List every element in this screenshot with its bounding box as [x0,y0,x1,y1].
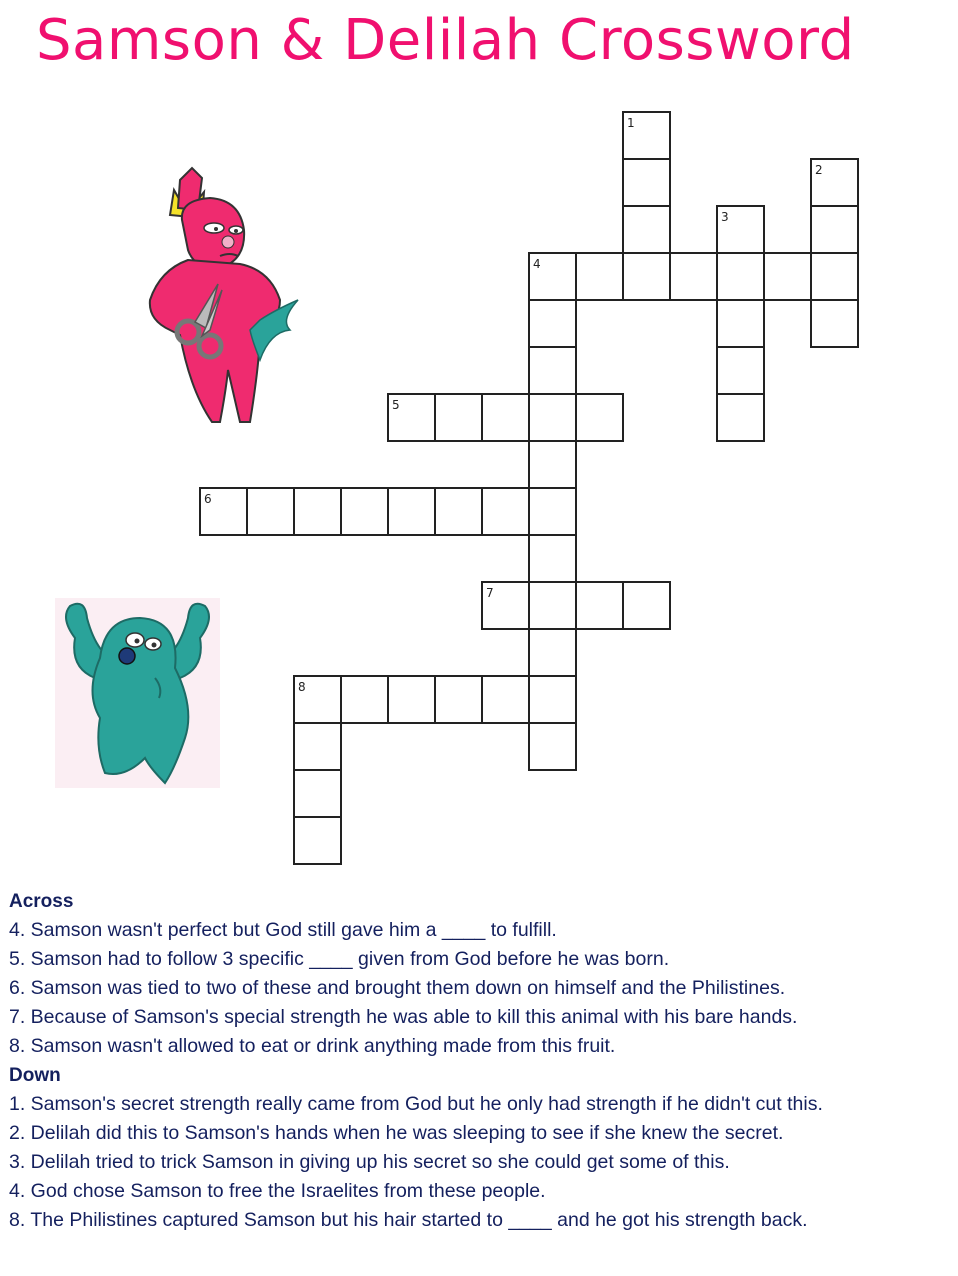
crossword-cell[interactable] [247,488,294,535]
crossword-cell[interactable] [482,488,529,535]
crossword-cell[interactable] [576,253,623,300]
crossword-cell[interactable] [529,723,576,770]
clue-number-2: 2 [815,163,823,177]
crossword-cell[interactable] [529,300,576,347]
crossword-cell[interactable] [529,676,576,723]
crossword-cell[interactable] [529,488,576,535]
down-clue-2: 2. Delilah did this to Samson's hands when he was sleeping to see if she knew the secret. [9,1122,784,1144]
crossword-cell[interactable] [435,394,482,441]
across-clue-6: 6. Samson was tied to two of these and brought them down on himself and the Philistines. [9,977,786,999]
across-heading: Across [9,891,74,912]
crossword-cell[interactable] [717,394,764,441]
across-clue-8: 8. Samson wasn't allowed to eat or drink anything made from this fruit. [9,1035,616,1057]
crossword-cell[interactable] [341,488,388,535]
crossword-cell[interactable] [811,206,858,253]
across-clue-4: 4. Samson wasn't perfect but God still gave him a ____ to fulfill. [9,919,557,941]
clue-number-4: 4 [533,257,541,271]
down-clue-4: 4. God chose Samson to free the Israelites from these people. [9,1180,546,1202]
crossword-cell[interactable] [388,676,435,723]
crossword-cell[interactable] [341,676,388,723]
clue-number-3: 3 [721,210,729,224]
down-clue-3: 3. Delilah tried to trick Samson in giving up his secret so she could get some of this. [9,1151,730,1173]
page-title: Samson & Delilah Crossword [36,8,855,73]
crossword-cell[interactable] [576,582,623,629]
down-clue-8: 8. The Philistines captured Samson but his hair started to ____ and he got his strength back. [9,1209,808,1231]
crossword-cell[interactable] [623,206,670,253]
crossword-cell[interactable] [811,253,858,300]
across-clue-5: 5. Samson had to follow 3 specific ____ given from God before he was born. [9,948,670,970]
down-clue-1: 1. Samson's secret strength really came from God but he only had strength if he didn't cut this. [9,1093,823,1115]
crossword-cell[interactable] [717,347,764,394]
crossword-cell[interactable] [435,676,482,723]
crossword-cell[interactable] [529,394,576,441]
clue-number-1: 1 [627,116,635,130]
clue-number-5: 5 [392,398,400,412]
crossword-cell[interactable] [529,629,576,676]
crossword-cell[interactable] [811,300,858,347]
crossword-cell[interactable] [529,441,576,488]
crossword-cell[interactable] [435,488,482,535]
crossword-cell[interactable] [764,253,811,300]
crossword-cell[interactable] [717,253,764,300]
crossword-cell[interactable] [482,676,529,723]
down-heading: Down [9,1065,61,1086]
crossword-cell[interactable] [294,488,341,535]
clue-number-6: 6 [204,492,212,506]
crossword-cell[interactable] [576,394,623,441]
crossword-cell[interactable] [623,253,670,300]
crossword-cell[interactable] [294,770,341,817]
crossword-cell[interactable] [529,582,576,629]
crossword-cell[interactable] [670,253,717,300]
crossword-cell[interactable] [623,159,670,206]
crossword-cell[interactable] [482,394,529,441]
across-clue-7: 7. Because of Samson's special strength he was able to kill this animal with his bare hands. [9,1006,798,1028]
crossword-cell[interactable] [529,535,576,582]
crossword-cell[interactable] [294,723,341,770]
crossword-cell[interactable] [529,347,576,394]
crossword-cell[interactable] [294,817,341,864]
crossword-cell[interactable] [717,300,764,347]
clue-number-8: 8 [298,680,306,694]
crossword-cell[interactable] [388,488,435,535]
clues-section [9,887,949,1235]
crossword-cell[interactable] [623,582,670,629]
clue-number-7: 7 [486,586,494,600]
